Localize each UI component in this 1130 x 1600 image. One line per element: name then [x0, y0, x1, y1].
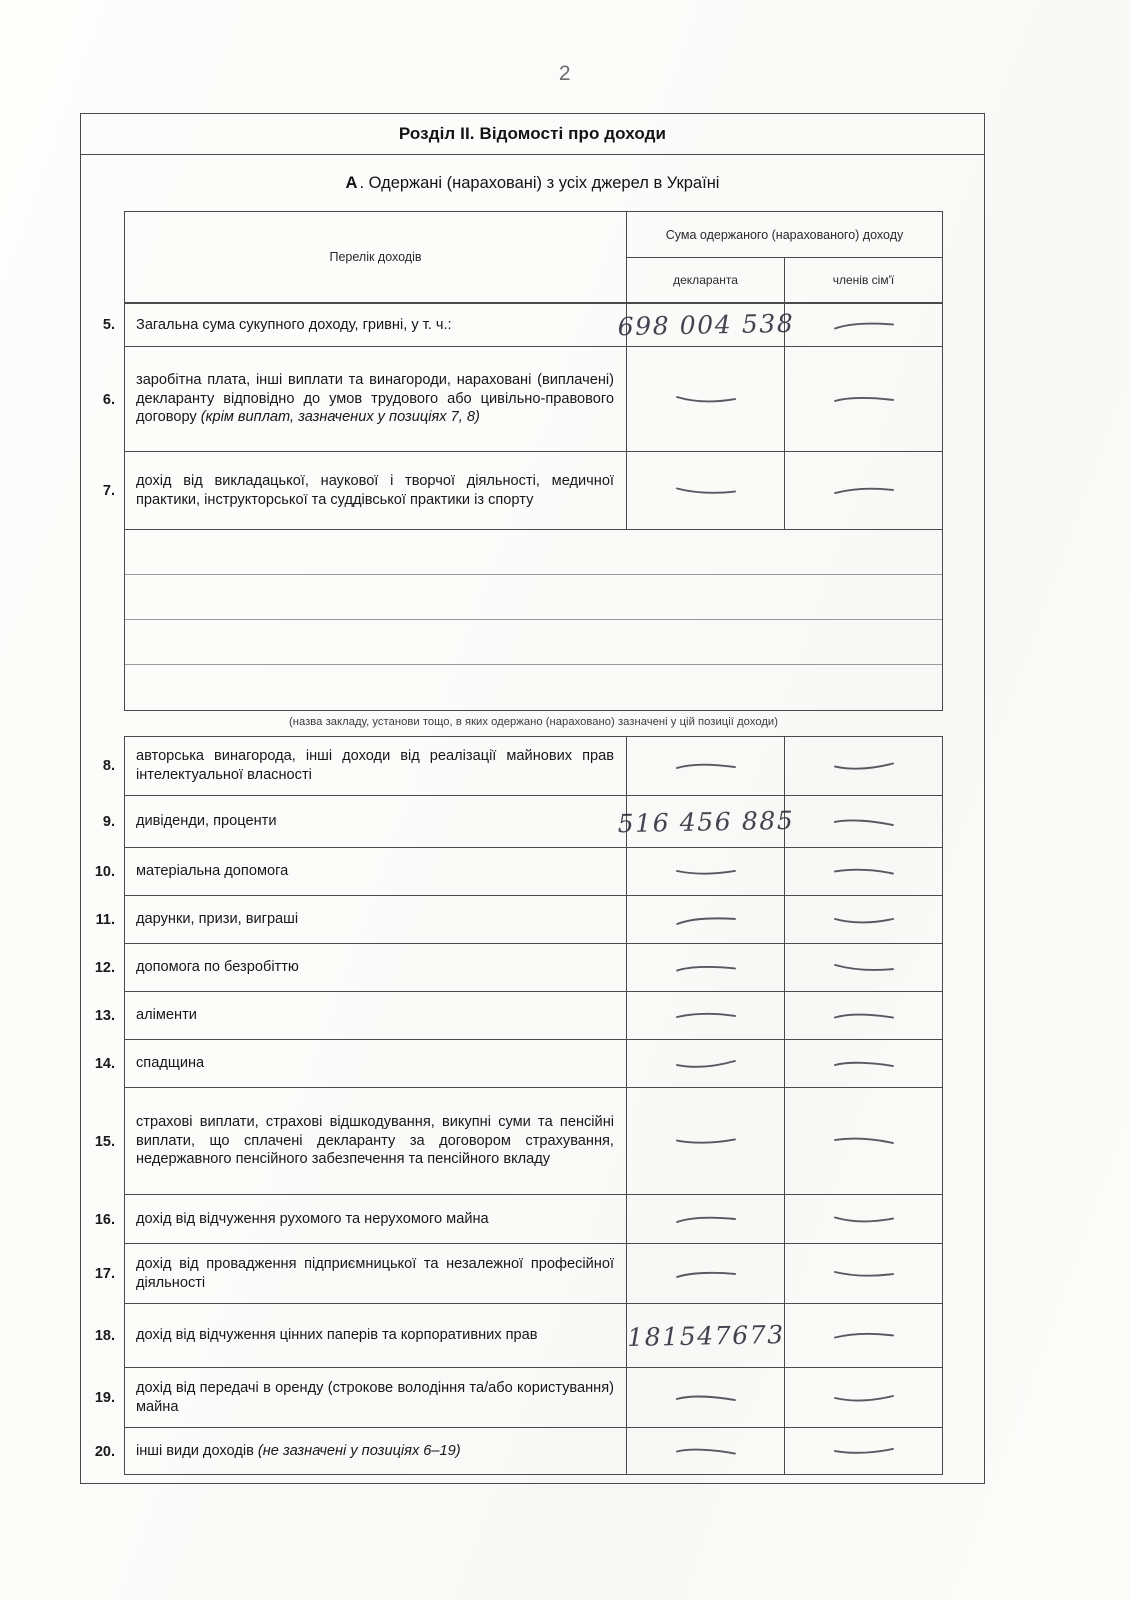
- handwritten-amount: 181547673: [626, 1319, 785, 1352]
- handwritten-dash: [832, 394, 894, 404]
- table-row: [81, 848, 986, 896]
- income-description-text: дохід від відчуження рухомого та нерухомого майна: [136, 1210, 489, 1227]
- income-description-text: Загальна сума сукупного доходу, гривні, у т. ч.:: [136, 316, 452, 333]
- cell-declarant-amount[interactable]: [627, 1244, 785, 1303]
- row-number: 16.: [94, 1211, 115, 1228]
- table-row-body: [124, 1428, 943, 1475]
- free-form-line[interactable]: [125, 575, 942, 620]
- handwritten-dash: [832, 1010, 894, 1021]
- table-row-body: [124, 796, 943, 848]
- row-number: 9.: [102, 814, 115, 830]
- table-row-body: [124, 1304, 943, 1368]
- handwritten-dash: [832, 1058, 894, 1068]
- cell-income-description: [125, 1088, 627, 1194]
- table-row-body: [124, 1244, 943, 1304]
- cell-family-amount[interactable]: [785, 452, 942, 529]
- cell-family-amount[interactable]: [785, 737, 942, 795]
- cell-family-amount[interactable]: [785, 1195, 942, 1243]
- handwritten-amount: 516 456 885: [616, 805, 795, 838]
- cell-income-description: [125, 944, 627, 991]
- table-row: [81, 1428, 986, 1475]
- income-description-text: аліменти: [136, 1007, 197, 1024]
- column-header-declarant: декларанта: [627, 258, 785, 302]
- table-row-body: [124, 848, 943, 896]
- cell-declarant-amount[interactable]: [627, 992, 785, 1039]
- income-description-text: дохід від провадження підприємницької та незалежної професійної діяльності: [136, 1255, 614, 1291]
- handwritten-dash: [832, 961, 894, 973]
- income-description-text: страхові виплати, страхові відшкодування, викупні суми та пенсійні виплати, що сплачені декларанту за договором страхування, недержавного пенсійного забезпечення та пенсійного вкладу: [136, 1113, 614, 1168]
- cell-declarant-amount[interactable]: [627, 347, 785, 451]
- table-row-body: [124, 944, 943, 992]
- handwritten-dash: [832, 1213, 894, 1224]
- row-number: 18.: [94, 1328, 115, 1344]
- table-row: [81, 1244, 986, 1304]
- column-header-subrow: [627, 258, 942, 302]
- column-header-amount-group: Сума одержаного (нарахованого) доходу: [627, 212, 942, 258]
- cell-declarant-amount[interactable]: [627, 1088, 785, 1194]
- cell-income-description: [125, 304, 627, 346]
- cell-family-amount[interactable]: [785, 1040, 942, 1087]
- row-number: 17.: [94, 1266, 115, 1282]
- cell-income-description: [125, 452, 627, 529]
- income-rows-top: [81, 303, 986, 530]
- table-row-body: [124, 736, 943, 796]
- cell-income-description: [125, 992, 627, 1039]
- cell-income-description: [125, 896, 627, 943]
- subsection-title: [81, 155, 984, 211]
- cell-income-description: [125, 1040, 627, 1087]
- section-title: Розділ II. Відомості про доходи: [81, 114, 984, 155]
- handwritten-dash: [832, 1445, 894, 1457]
- cell-income-description: [125, 848, 627, 895]
- row-number: 7.: [102, 483, 115, 499]
- row-number: 6.: [102, 391, 115, 408]
- income-description-note: (крім виплат, зазначених у позиціях 7, 8): [200, 409, 480, 426]
- handwritten-dash: [674, 866, 736, 876]
- income-description-text: дарунки, призи, виграші: [136, 911, 299, 928]
- table-row: [81, 347, 986, 452]
- column-header-amount-group-wrapper: [627, 212, 942, 302]
- table-row: [81, 736, 986, 796]
- handwritten-dash: [674, 1135, 736, 1146]
- table-row-body: [124, 303, 943, 347]
- row-number: 19.: [94, 1390, 115, 1406]
- handwritten-dash: [674, 1214, 736, 1224]
- table-row-body: [124, 452, 943, 530]
- row-number: 8.: [102, 758, 115, 774]
- cell-declarant-amount[interactable]: [627, 848, 785, 895]
- table-row-body: [124, 896, 943, 944]
- row-number: 14.: [94, 1056, 115, 1072]
- cell-declarant-amount[interactable]: [627, 1368, 785, 1427]
- cell-family-amount[interactable]: [785, 796, 942, 847]
- cell-family-amount[interactable]: [785, 1244, 942, 1303]
- handwritten-dash: [832, 1392, 894, 1402]
- cell-declarant-amount[interactable]: [627, 944, 785, 991]
- row-number: 11.: [95, 912, 115, 928]
- table-row: [81, 944, 986, 992]
- income-description-text: допомога по безробіттю: [136, 959, 299, 976]
- handwritten-dash: [832, 760, 894, 771]
- handwritten-dash: [832, 1135, 894, 1147]
- income-description-text: дохід від відчуження цінних паперів та корпоративних прав: [136, 1327, 538, 1344]
- table-row-body: [124, 1195, 943, 1244]
- row-number: 20.: [94, 1443, 115, 1460]
- cell-family-amount[interactable]: [785, 1088, 942, 1194]
- income-description-text: авторська винагорода, інші доходи від реалізації майнових прав інтелектуальної власності: [136, 748, 614, 783]
- cell-income-description: [125, 1428, 627, 1474]
- handwritten-dash: [832, 914, 894, 924]
- table-row: [81, 1195, 986, 1244]
- form-outer-frame: [80, 113, 985, 1484]
- free-form-lines-block[interactable]: [124, 530, 943, 711]
- page-number: 2: [558, 62, 572, 85]
- income-rows-bottom: [81, 736, 986, 1475]
- row-number: 15.: [94, 1133, 115, 1150]
- table-row-body: [124, 992, 943, 1040]
- handwritten-dash: [832, 1330, 894, 1341]
- handwritten-dash: [832, 815, 894, 827]
- cell-family-amount[interactable]: [785, 304, 942, 346]
- handwritten-amount: 698 004 538: [616, 308, 795, 342]
- cell-declarant-amount[interactable]: [627, 452, 785, 529]
- cell-income-description: [125, 737, 627, 795]
- table-row-body: [124, 1088, 943, 1195]
- cell-declarant-amount[interactable]: [627, 1428, 785, 1474]
- table-row: [81, 992, 986, 1040]
- column-header-list-of-incomes: Перелік доходів: [125, 212, 627, 302]
- cell-family-amount[interactable]: [785, 1368, 942, 1427]
- income-description-text: заробітна плата, інші виплати та винагороди, нараховані (виплачені) декларанту відповідно до умов трудового або цивільно-правового договору (крім виплат, зазначених у позиціях 7, 8): [136, 371, 614, 426]
- income-description-text: дивіденди, проценти: [136, 813, 277, 830]
- handwritten-dash: [832, 484, 894, 496]
- cell-income-description: [125, 1195, 627, 1243]
- cell-income-description: [125, 1244, 627, 1303]
- handwritten-dash: [674, 393, 736, 405]
- cell-income-description: [125, 1304, 627, 1367]
- cell-income-description: [125, 347, 627, 451]
- cell-family-amount[interactable]: [785, 347, 942, 451]
- table-row: [81, 303, 986, 347]
- income-description-note: (не зазначені у позиціях 6–19): [257, 1442, 461, 1459]
- cell-family-amount[interactable]: [785, 1428, 942, 1474]
- handwritten-dash: [674, 1391, 736, 1403]
- free-form-caption: (назва закладу, установи тощо, в яких одержано (нараховано) зазначені у цій позиції доходи): [288, 716, 779, 728]
- income-description-text: спадщина: [136, 1055, 205, 1072]
- column-header-family-members: членів сім'ї: [832, 273, 895, 287]
- handwritten-dash: [674, 913, 736, 925]
- row-number: 5.: [102, 317, 115, 333]
- table-row: [81, 452, 986, 530]
- income-description-text: матеріальна допомога: [136, 863, 289, 880]
- handwritten-dash: [832, 319, 894, 330]
- free-form-line[interactable]: [125, 620, 942, 665]
- table-row: [81, 1304, 986, 1368]
- table-row: [81, 896, 986, 944]
- free-form-line[interactable]: [125, 530, 942, 575]
- income-description-text: дохід від викладацької, наукової і творчої діяльності, медичної практики, інструкторської та суддівської практики із спорту: [136, 472, 614, 508]
- row-number: 12.: [94, 960, 115, 976]
- handwritten-dash: [674, 761, 736, 771]
- handwritten-dash: [674, 485, 736, 496]
- free-form-line[interactable]: [125, 665, 942, 710]
- cell-declarant-amount[interactable]: [627, 1195, 785, 1243]
- cell-family-amount[interactable]: [785, 944, 942, 991]
- cell-family-amount[interactable]: [785, 896, 942, 943]
- cell-family-amount[interactable]: [785, 848, 942, 895]
- row-number: 10.: [94, 864, 115, 880]
- table-row: [81, 1040, 986, 1088]
- table-row-body: [124, 1040, 943, 1088]
- subsection-title-text: . Одержані (нараховані) з усіх джерел в Україні: [359, 173, 720, 192]
- cell-income-description: [125, 1368, 627, 1427]
- table-row-body: [124, 347, 943, 452]
- table-row: [81, 796, 986, 848]
- row-number: 13.: [94, 1008, 115, 1024]
- handwritten-dash: [674, 1445, 736, 1456]
- table-row-body: [124, 1368, 943, 1428]
- cell-declarant-amount[interactable]: [616, 304, 795, 346]
- cell-income-description: [125, 796, 627, 847]
- handwritten-dash: [674, 1010, 736, 1020]
- subsection-marker: А: [345, 173, 358, 192]
- handwritten-dash: [674, 962, 736, 973]
- handwritten-dash: [832, 866, 894, 877]
- cell-declarant-amount[interactable]: [627, 737, 785, 795]
- cell-family-amount[interactable]: [785, 992, 942, 1039]
- table-row: [81, 1368, 986, 1428]
- cell-family-amount[interactable]: [785, 1304, 942, 1367]
- handwritten-dash: [832, 1268, 894, 1278]
- cell-declarant-amount[interactable]: [627, 1040, 785, 1087]
- cell-declarant-amount[interactable]: [627, 896, 785, 943]
- table-row: [81, 1088, 986, 1195]
- cell-declarant-amount[interactable]: [616, 796, 795, 847]
- cell-declarant-amount[interactable]: [627, 1304, 785, 1367]
- handwritten-dash: [674, 1057, 736, 1069]
- income-description-text: інші види доходів (не зазначені у позиціях 6–19): [136, 1442, 461, 1459]
- table-header-row: [124, 211, 943, 303]
- handwritten-dash: [674, 1267, 736, 1279]
- income-description-text: дохід від передачі в оренду (строкове володіння та/або користування) майна: [136, 1379, 614, 1415]
